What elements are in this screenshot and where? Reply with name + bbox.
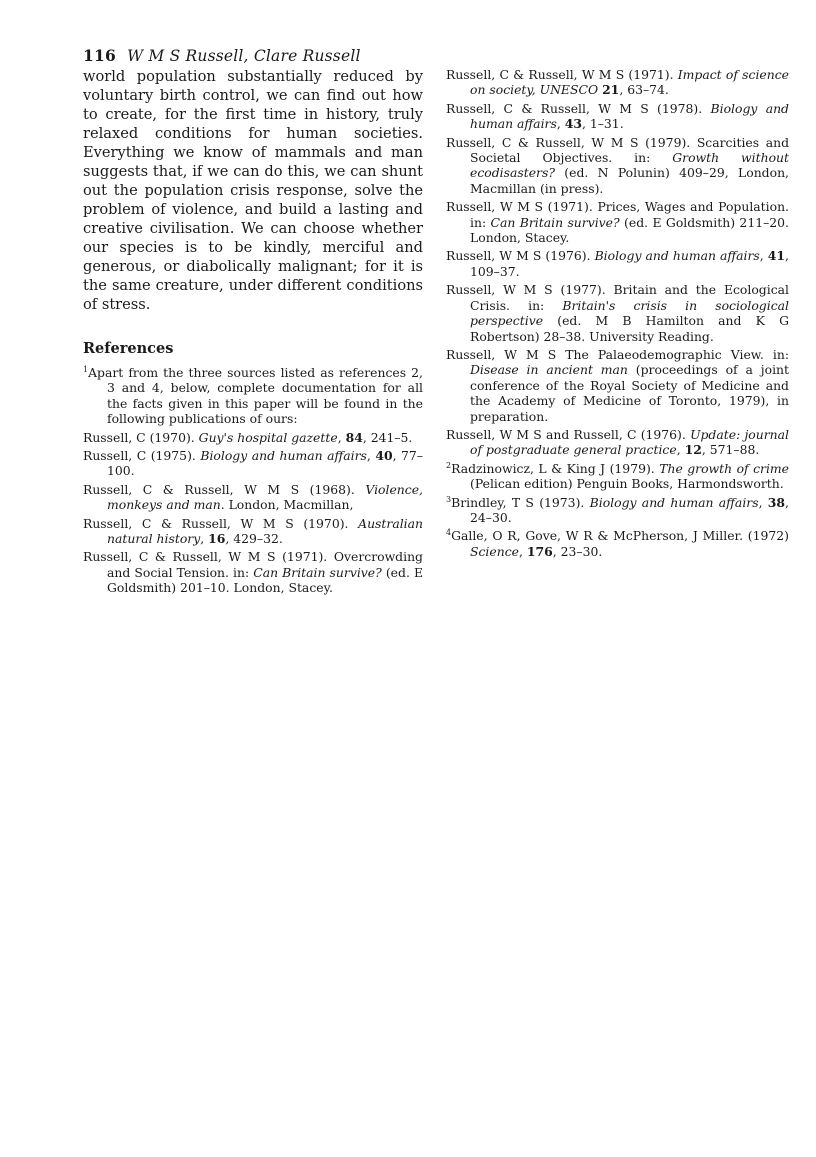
reference-title: Guy's hospital gazette [198,429,338,445]
reference-entry [446,135,789,197]
reference-text: Brindley, T S (1973). [451,494,590,510]
reference-pages: (Pelican edition) Penguin Books, Harmondsworth. [470,476,784,492]
reference-separator: , [676,442,685,458]
reference-title: Biology and human affairs [200,448,367,464]
reference-entry [446,347,789,424]
reference-entry [83,549,423,595]
reference-volume: 38 [767,494,786,510]
reference-title: Violence, monkeys and man [107,481,423,513]
reference-pages: , 1–31. [581,116,624,132]
reference-text: Apart from the three sources listed as references 2, 3 and 4, below, complete documentation for all the facts given in this paper will be found in the following publications of ours: [88,365,423,427]
references-list-left [83,365,423,596]
reference-text: Russell, W M S (1976). [446,248,595,264]
reference-entry [446,495,789,526]
reference-text: Russell, C & Russell, W M S (1971). [446,67,678,82]
reference-title: Can Britain survive? [253,564,382,580]
reference-volume: 176 [526,543,553,559]
reference-entry [83,448,423,479]
reference-separator: , [556,116,565,132]
page-number: 116 [83,46,116,65]
left-column [83,67,423,599]
running-header-authors: W M S Russell, Clare Russell [127,47,361,65]
reference-title: Growth without ecodisasters? [470,150,789,181]
body-paragraph: world population substantially reduced by voluntary birth control, we can find out how to create, for the first time in history, truly relaxed conditions for human societies. Everything we know of mammals and man suggests that, if we can do this, we can shunt out the population crisis response, solve the problem of violence, and build a lasting and creative civilisation. We can choose whether our species is to be kindly, merciful and generous, or diabolically malignant; for it is the same creature, under different conditions of stress. [83,68,423,313]
reference-text: Galle, O R, Gove, W R & McPherson, J Miller. (1972) [451,528,789,544]
reference-entry [83,516,423,547]
reference-pages: (proceedings of a joint conference of the Royal Society of Medicine and the Academy of Medicine of Toronto, 1979), in preparation. [470,362,789,424]
reference-title: Biology and human affairs [589,494,759,510]
reference-title: The growth of crime [659,460,789,476]
reference-separator: , [518,543,527,559]
reference-text: Russell, W M S (1971). Prices, Wages and Population. in: [446,199,789,230]
reference-separator: , [200,531,209,547]
reference-text: Russell, W M S (1977). Britain and the Ecological Crisis. in: [446,282,789,313]
reference-footnote-marker: 3 [446,494,452,504]
reference-entry [446,199,789,245]
reference-volume: 43 [564,116,582,132]
reference-pages: (ed. E Goldsmith) 201–10. London, Stacey. [107,564,424,596]
reference-pages: , 241–5. [362,429,413,445]
reference-entry [446,248,789,279]
reference-separator: , [337,429,346,445]
reference-text: Russell, C & Russell, W M S (1970). [83,515,359,531]
reference-pages: , 23–30. [552,543,603,559]
reference-pages: (ed. M B Hamilton and K G Robertson) 28–38. University Reading. [470,313,789,344]
reference-entry [446,427,789,458]
reference-pages: , 63–74. [619,82,669,98]
reference-pages: (ed. E Goldsmith) 211–20. London, Stacey. [470,214,789,246]
reference-volume: 16 [208,531,226,547]
reference-text: Russell, C & Russell, W M S (1979). Scarcities and Societal Objectives. in: [446,134,789,166]
reference-footnote-marker: 2 [446,460,452,470]
reference-text: Russell, C & Russell, W M S (1971). Overcrowding and Social Tension. in: [83,549,423,580]
reference-title: Biology and human affairs [470,100,789,132]
reference-separator: , [758,494,768,510]
reference-pages: . London, Macmillan, [220,497,354,513]
reference-entry [446,101,789,132]
reference-title: Science [470,543,519,559]
reference-pages: , 109–37. [470,248,789,279]
reference-title: Australian natural history [107,515,423,547]
reference-text: Russell, W M S and Russell, C (1976). [446,426,691,442]
reference-entry [446,461,789,492]
reference-pages: , 571–88. [701,442,760,458]
reference-footnote-marker: 1 [83,364,89,374]
reference-title: Impact of science on society, UNESCO [470,67,789,98]
reference-entry [446,282,789,344]
reference-volume: 12 [684,442,702,458]
reference-entry [83,365,423,427]
reference-volume: 40 [375,448,393,464]
reference-separator: , [366,448,376,464]
reference-title: Can Britain survive? [490,214,620,230]
reference-pages: (ed. N Polunin) 409–29, London, Macmillan (in press). [470,165,789,196]
reference-entry [446,67,789,98]
reference-text: Russell, C (1970). [83,429,199,445]
reference-pages: , 429–32. [225,531,283,547]
references-list-right [446,67,789,559]
reference-title: Biology and human affairs [594,248,760,264]
reference-text: Radzinowicz, L & King J (1979). [451,460,660,476]
references-heading: References [83,340,174,357]
reference-entry [83,430,423,445]
right-column [446,67,789,562]
reference-text: Russell, C (1975). [83,448,201,464]
reference-footnote-marker: 4 [446,528,452,538]
reference-volume: 21 [602,82,620,98]
running-header [83,46,361,65]
reference-volume: 84 [345,429,363,445]
reference-title: Disease in ancient man [470,362,628,378]
reference-volume: 41 [767,248,786,264]
reference-text: Russell, C & Russell, W M S (1968). [83,481,366,497]
reference-title: Update: journal of postgraduate general practice [470,426,789,458]
reference-title: Britain's crisis in sociological perspective [470,297,789,329]
reference-pages: , 24–30. [470,494,789,525]
reference-text: Russell, W M S The Palaeodemographic View. in: [446,346,789,362]
reference-separator: , [759,248,768,264]
reference-text: Russell, C & Russell, W M S (1978). [446,100,711,116]
reference-entry [83,482,423,513]
reference-pages: , 77–100. [107,448,423,479]
reference-entry [446,528,789,559]
